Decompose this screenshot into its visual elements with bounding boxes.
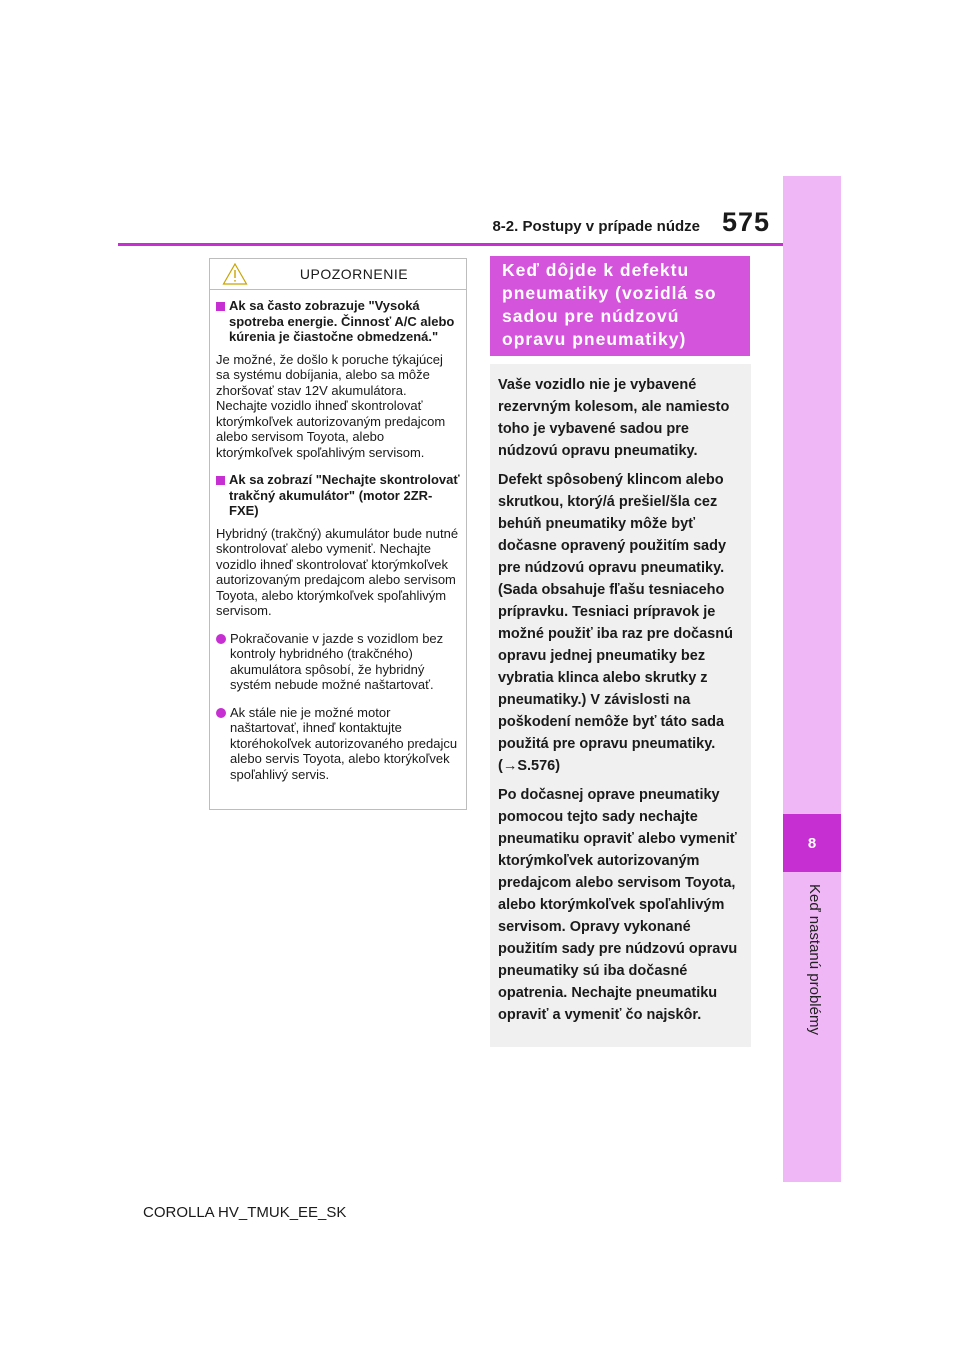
chapter-number-badge bbox=[783, 814, 841, 872]
warning-box bbox=[209, 258, 467, 810]
page-number: 575 bbox=[722, 207, 771, 237]
square-bullet-icon bbox=[216, 476, 225, 485]
chapter-number: 8 bbox=[807, 834, 817, 852]
warning-body bbox=[210, 290, 466, 782]
footer-model-code: COROLLA HV_TMUK_EE_SK bbox=[143, 1204, 347, 1221]
warning-text-1: Je možné, že došlo k poruche týkajúcej sa systému dobíjania, alebo sa môže zhoršovať stav 12V akumulátora. Nechajte vozidlo ihneď skontrolovať ktorýmkoľvek autorizovaným predajcom alebo servisom Toyota, alebo ktorýmkoľvek spoľahlivým servisom. bbox=[216, 351, 446, 460]
info-paragraph-3: Po dočasnej oprave pneumatiky pomocou tejto sady nechajte pneumatiku opraviť alebo vymeniť ktorýmkoľvek autorizovaným predajcom alebo servisom Toyota, alebo ktorýmkoľvek spoľahlivým servisom. Opravy vykonané použitím sady pre núdzovú opravu pneumatiky sú iba dočasné opatrenia. Nechajte pneumatiku opraviť a vymeniť čo najskôr. bbox=[498, 787, 738, 1023]
section-title: 8-2. Postupy v prípade núdze bbox=[492, 218, 700, 235]
header-rule bbox=[118, 243, 783, 246]
warning-heading-2: Ak sa zobrazí "Nechajte skontrolovať trakčný akumulátor" (motor 2ZR-FXE) bbox=[216, 472, 460, 519]
warning-bullet-2: Ak stále nie je možné motor naštartovať, ihneď kontaktujte ktoréhokoľvek autorizovaného predajcu alebo servis Toyota, alebo ktorýkoľvek spoľahlivý servis. bbox=[216, 705, 460, 783]
warning-heading-1: Ak sa často zobrazuje "Vysoká spotreba energie. Činnosť A/C alebo kúrenia je čiastočne obmedzená." bbox=[216, 298, 460, 345]
chapter-side-tab bbox=[783, 176, 841, 1182]
warning-header bbox=[210, 259, 466, 290]
circle-bullet-icon bbox=[216, 634, 226, 644]
square-bullet-icon bbox=[216, 302, 225, 311]
warning-triangle-icon bbox=[222, 262, 248, 286]
circle-bullet-icon bbox=[216, 708, 226, 718]
info-paragraph-2: Defekt spôsobený klincom alebo skrutkou, ktorý/á prešiel/šla cez behúň pneumatiky môže byť dočasne opravený použitím sady pre núdzovú opravu pneumatiky. (Sada obsahuje fľašu tesniaceho prípravku. Tesniaci prípravok je možné použiť iba raz pre dočasnú opravu jednej pneumatiky bez vybratia klinca alebo skrutky z pneumatiky.) V závislosti na poškodení nemôže byť táto sada použitá pre opravu pneumatiky. (→S.576) bbox=[498, 472, 733, 774]
chapter-title: Keď nastanú problémy bbox=[806, 884, 823, 1035]
section-heading: Keď dôjde k defektu pneumatiky (vozidlá so sadou pre núdzovú opravu pneumatiky) bbox=[490, 256, 750, 356]
warning-bullet-1: Pokračovanie v jazde s vozidlom bez kontroly hybridného (trakčného) akumulátora spôsobí, že hybridný systém nebude možné naštartovať. bbox=[216, 631, 460, 693]
info-paragraph-1: Vaše vozidlo nie je vybavené rezervným kolesom, ale namiesto toho je vybavené sadou pre núdzovú opravu pneumatiky. bbox=[498, 377, 730, 459]
warning-text-2: Hybridný (trakčný) akumulátor bude nutné skontrolovať alebo vymeniť. Nechajte vozidlo ihneď skontrolovať ktorýmkoľvek autorizovaným predajcom alebo servisom Toyota, alebo ktorýmkoľvek spoľahlivým servisom. bbox=[216, 525, 459, 618]
info-box bbox=[490, 364, 751, 1047]
warning-title: UPOZORNENIE bbox=[299, 266, 409, 282]
